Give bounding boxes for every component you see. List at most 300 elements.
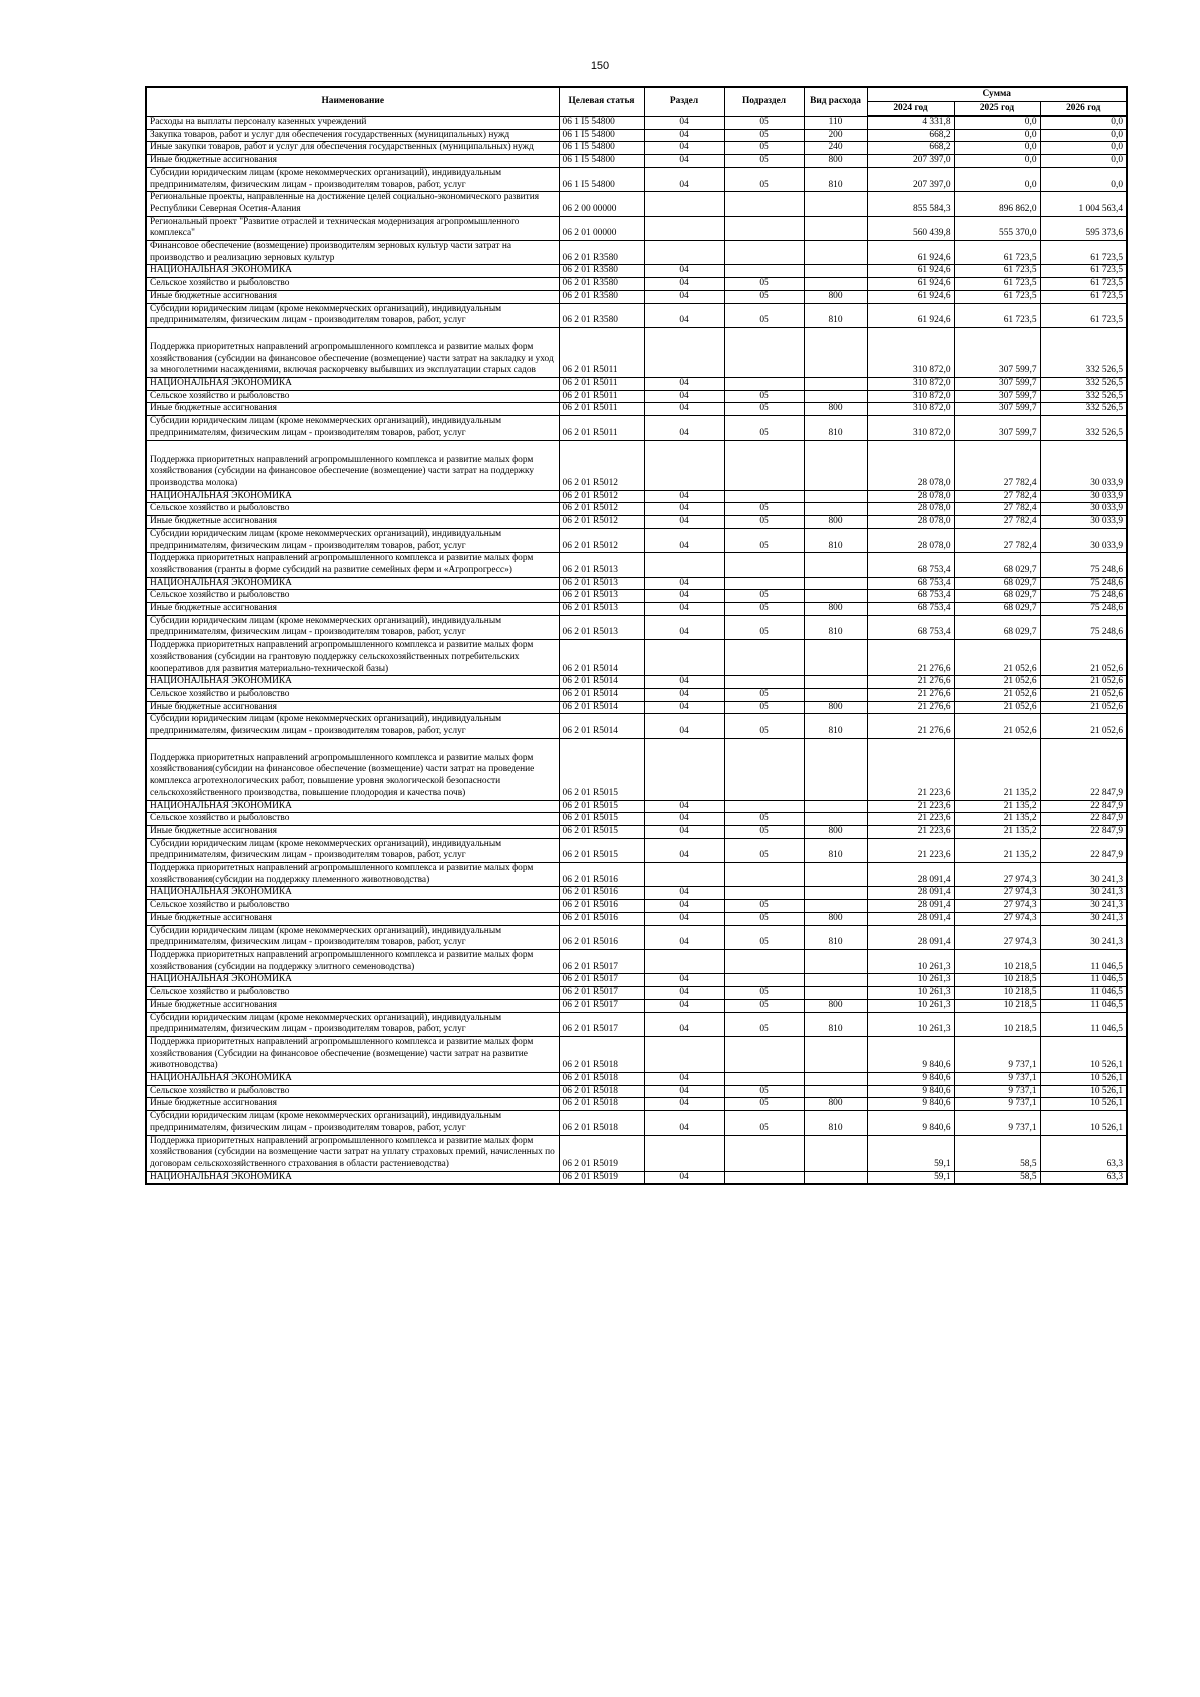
row-section: 04 [644, 390, 724, 403]
row-sum-2026: 0,0 [1040, 142, 1127, 155]
row-name: Поддержка приоритетных направлений агропромышленного комплекса и развитие малых форм хозяйствования(субсидии на финансовое обеспечение (возмещение) части затрат на проведение комплекса агротехнологических работ, повышение уровня экологической безопасности сельскохозяйственного производства, повышение плодородия и качества почв) [146, 738, 559, 800]
row-name: Поддержка приоритетных направлений агропромышленного комплекса и развитие малых форм хозяйствования(субсидии на поддержку племенного животноводства) [146, 863, 559, 887]
row-sum-2025: 307 599,7 [954, 378, 1040, 391]
table-row [146, 738, 1127, 800]
row-sum-2024: 61 924,6 [867, 241, 954, 265]
table-row [146, 925, 1127, 949]
row-sum-2025: 10 218,5 [954, 974, 1040, 987]
row-sum-2025: 27 782,4 [954, 440, 1040, 490]
row-subsection: 05 [724, 615, 804, 639]
row-subsection [724, 1036, 804, 1072]
row-expense-type: 800 [804, 155, 867, 168]
row-section: 04 [644, 987, 724, 1000]
table-row [146, 1085, 1127, 1098]
row-sum-2024: 28 091,4 [867, 887, 954, 900]
row-sum-2026: 11 046,5 [1040, 987, 1127, 1000]
row-sum-2024: 21 223,6 [867, 800, 954, 813]
row-sum-2026: 30 241,3 [1040, 887, 1127, 900]
row-target-article: 06 2 01 R5017 [559, 999, 644, 1012]
row-section: 04 [644, 590, 724, 603]
row-target-article: 06 2 01 R3580 [559, 278, 644, 291]
table-row [146, 950, 1127, 974]
row-section [644, 327, 724, 377]
table-row [146, 974, 1127, 987]
row-sum-2024: 10 261,3 [867, 1012, 954, 1036]
row-sum-2025: 0,0 [954, 129, 1040, 142]
row-sum-2025: 21 052,6 [954, 640, 1040, 676]
row-expense-type [804, 1036, 867, 1072]
row-target-article: 06 2 01 R5013 [559, 590, 644, 603]
row-sum-2025: 61 723,5 [954, 290, 1040, 303]
row-sum-2026: 21 052,6 [1040, 688, 1127, 701]
row-sum-2024: 68 753,4 [867, 553, 954, 577]
row-section [644, 1036, 724, 1072]
row-subsection: 05 [724, 129, 804, 142]
row-section [644, 1135, 724, 1171]
row-sum-2026: 30 033,9 [1040, 516, 1127, 529]
row-name: Субсидии юридическим лицам (кроме некоммерческих организаций), индивидуальным предпринимателям, физическим лицам - производителям товаров, работ, услуг [146, 838, 559, 862]
row-target-article: 06 2 01 R5014 [559, 701, 644, 714]
row-sum-2025: 896 862,0 [954, 192, 1040, 216]
row-expense-type [804, 490, 867, 503]
row-expense-type [804, 192, 867, 216]
table-row [146, 701, 1127, 714]
row-sum-2025: 68 029,7 [954, 553, 1040, 577]
row-sum-2025: 27 782,4 [954, 528, 1040, 552]
row-name: Поддержка приоритетных направлений агропромышленного комплекса и развитие малых форм хозяйствования (субсидии на финансовое обеспечение (возмещение) части затрат на закладку и уход за многолетними насаждениями, включая раскорчевку выбывших из эксплуатации старых садов [146, 327, 559, 377]
header-sum: Сумма [867, 87, 1127, 102]
row-target-article: 06 2 01 R5017 [559, 987, 644, 1000]
row-subsection [724, 378, 804, 391]
row-expense-type: 810 [804, 1012, 867, 1036]
row-target-article: 06 2 01 R5018 [559, 1036, 644, 1072]
row-expense-type [804, 278, 867, 291]
row-section: 04 [644, 516, 724, 529]
row-sum-2026: 21 052,6 [1040, 701, 1127, 714]
row-name: НАЦИОНАЛЬНАЯ ЭКОНОМИКА [146, 800, 559, 813]
row-sum-2026: 61 723,5 [1040, 290, 1127, 303]
row-subsection: 05 [724, 278, 804, 291]
row-section: 04 [644, 403, 724, 416]
row-sum-2025: 307 599,7 [954, 416, 1040, 440]
row-sum-2025: 27 782,4 [954, 490, 1040, 503]
row-expense-type: 800 [804, 825, 867, 838]
row-target-article: 06 2 01 R5019 [559, 1171, 644, 1184]
row-subsection: 05 [724, 590, 804, 603]
row-section: 04 [644, 278, 724, 291]
row-section: 04 [644, 490, 724, 503]
row-target-article: 06 2 01 R3580 [559, 241, 644, 265]
header-expense-type: Вид расхода [804, 87, 867, 116]
row-expense-type [804, 1085, 867, 1098]
row-subsection: 05 [724, 528, 804, 552]
row-name: Иные бюджетные ассигнования [146, 825, 559, 838]
row-name: Иные бюджетные ассигнования [146, 403, 559, 416]
table-row [146, 1135, 1127, 1171]
row-sum-2026: 10 526,1 [1040, 1111, 1127, 1135]
row-subsection: 05 [724, 912, 804, 925]
row-sum-2024: 61 924,6 [867, 265, 954, 278]
row-sum-2026: 30 241,3 [1040, 900, 1127, 913]
row-expense-type: 800 [804, 912, 867, 925]
row-sum-2024: 310 872,0 [867, 403, 954, 416]
row-expense-type [804, 265, 867, 278]
row-subsection: 05 [724, 1098, 804, 1111]
row-name: Финансовое обеспечение (возмещение) производителям зерновых культур части затрат на производство и реализацию зерновых культур [146, 241, 559, 265]
row-section: 04 [644, 701, 724, 714]
row-target-article: 06 2 01 R3580 [559, 303, 644, 327]
table-row [146, 241, 1127, 265]
row-sum-2024: 21 223,6 [867, 813, 954, 826]
row-target-article: 06 2 01 R5014 [559, 714, 644, 738]
header-subsection: Подраздел [724, 87, 804, 116]
row-subsection [724, 553, 804, 577]
row-subsection: 05 [724, 900, 804, 913]
row-sum-2024: 207 397,0 [867, 155, 954, 168]
row-target-article: 06 2 01 R3580 [559, 265, 644, 278]
row-subsection: 05 [724, 825, 804, 838]
row-sum-2025: 27 782,4 [954, 516, 1040, 529]
row-target-article: 06 2 01 R5016 [559, 900, 644, 913]
row-sum-2026: 21 052,6 [1040, 676, 1127, 689]
row-target-article: 06 2 01 R5011 [559, 390, 644, 403]
row-section: 04 [644, 900, 724, 913]
row-name: Поддержка приоритетных направлений агропромышленного комплекса и развитие малых форм хозяйствования (субсидии на поддержку элитного семеноводства) [146, 950, 559, 974]
row-section: 04 [644, 825, 724, 838]
row-section: 04 [644, 714, 724, 738]
row-subsection [724, 490, 804, 503]
row-sum-2025: 10 218,5 [954, 1012, 1040, 1036]
table-row [146, 142, 1127, 155]
row-subsection: 05 [724, 999, 804, 1012]
row-target-article: 06 2 01 R5012 [559, 490, 644, 503]
table-row [146, 688, 1127, 701]
row-expense-type: 200 [804, 129, 867, 142]
row-section: 04 [644, 925, 724, 949]
row-expense-type: 800 [804, 403, 867, 416]
row-subsection [724, 327, 804, 377]
row-expense-type [804, 1135, 867, 1171]
row-sum-2026: 0,0 [1040, 116, 1127, 129]
row-sum-2024: 560 439,8 [867, 216, 954, 240]
row-expense-type [804, 390, 867, 403]
row-subsection: 05 [724, 303, 804, 327]
row-sum-2026: 1 004 563,4 [1040, 192, 1127, 216]
row-name: НАЦИОНАЛЬНАЯ ЭКОНОМИКА [146, 887, 559, 900]
row-section: 04 [644, 577, 724, 590]
row-name: Сельское хозяйство и рыболовство [146, 503, 559, 516]
row-section [644, 216, 724, 240]
row-expense-type: 810 [804, 838, 867, 862]
table-row [146, 863, 1127, 887]
row-sum-2026: 10 526,1 [1040, 1036, 1127, 1072]
row-subsection [724, 863, 804, 887]
row-section: 04 [644, 676, 724, 689]
row-sum-2025: 58,5 [954, 1135, 1040, 1171]
row-expense-type: 810 [804, 925, 867, 949]
row-subsection: 05 [724, 142, 804, 155]
row-sum-2024: 68 753,4 [867, 590, 954, 603]
row-target-article: 06 2 01 R5019 [559, 1135, 644, 1171]
row-sum-2026: 22 847,9 [1040, 825, 1127, 838]
budget-table [145, 86, 1128, 1185]
row-name: Иные бюджетные ассигнования [146, 1098, 559, 1111]
row-sum-2025: 21 135,2 [954, 738, 1040, 800]
row-target-article: 06 2 01 R5012 [559, 528, 644, 552]
table-row [146, 403, 1127, 416]
row-subsection: 05 [724, 1085, 804, 1098]
table-row [146, 800, 1127, 813]
header-section: Раздел [644, 87, 724, 116]
row-sum-2026: 61 723,5 [1040, 278, 1127, 291]
row-expense-type [804, 800, 867, 813]
row-section: 04 [644, 155, 724, 168]
row-target-article: 06 2 01 R5013 [559, 615, 644, 639]
row-section: 04 [644, 167, 724, 191]
row-name: Закупка товаров, работ и услуг для обеспечения государственных (муниципальных) нужд [146, 129, 559, 142]
row-name: Субсидии юридическим лицам (кроме некоммерческих организаций), индивидуальным предпринимателям, физическим лицам - производителям товаров, работ, услуг [146, 1012, 559, 1036]
row-name: НАЦИОНАЛЬНАЯ ЭКОНОМИКА [146, 1171, 559, 1184]
row-sum-2026: 75 248,6 [1040, 577, 1127, 590]
table-row [146, 838, 1127, 862]
row-name: Субсидии юридическим лицам (кроме некоммерческих организаций), индивидуальным предпринимателям, физическим лицам - производителям товаров, работ, услуг [146, 167, 559, 191]
row-sum-2026: 10 526,1 [1040, 1073, 1127, 1086]
table-row [146, 390, 1127, 403]
row-name: Сельское хозяйство и рыболовство [146, 813, 559, 826]
row-target-article: 06 2 01 R5014 [559, 688, 644, 701]
row-sum-2024: 9 840,6 [867, 1098, 954, 1111]
row-target-article: 06 2 01 00000 [559, 216, 644, 240]
row-target-article: 06 2 01 R5018 [559, 1073, 644, 1086]
row-name: Иные бюджетные ассигнованя [146, 912, 559, 925]
row-expense-type: 810 [804, 1111, 867, 1135]
row-sum-2026: 63,3 [1040, 1171, 1127, 1184]
row-section [644, 738, 724, 800]
row-name: Поддержка приоритетных направлений агропромышленного комплекса и развитие малых форм хозяйствования (субсидии на возмещение части затрат на уплату страховых премий, начисленных по договорам сельскохозяйственного страхования в области растениеводства) [146, 1135, 559, 1171]
row-expense-type [804, 974, 867, 987]
page-number: 150 [590, 60, 610, 72]
row-name: Субсидии юридическим лицам (кроме некоммерческих организаций), индивидуальным предпринимателям, физическим лицам - производителям товаров, работ, услуг [146, 303, 559, 327]
row-sum-2026: 11 046,5 [1040, 974, 1127, 987]
row-target-article: 06 2 01 R5012 [559, 440, 644, 490]
row-sum-2024: 21 276,6 [867, 701, 954, 714]
row-sum-2024: 28 091,4 [867, 900, 954, 913]
row-subsection: 05 [724, 987, 804, 1000]
table-row [146, 528, 1127, 552]
table-body [146, 116, 1127, 1184]
row-expense-type [804, 863, 867, 887]
row-expense-type: 810 [804, 528, 867, 552]
row-sum-2025: 27 974,3 [954, 912, 1040, 925]
row-sum-2024: 61 924,6 [867, 303, 954, 327]
row-expense-type [804, 688, 867, 701]
row-name: НАЦИОНАЛЬНАЯ ЭКОНОМИКА [146, 676, 559, 689]
row-section [644, 553, 724, 577]
row-subsection [724, 1135, 804, 1171]
row-name: Субсидии юридическим лицам (кроме некоммерческих организаций), индивидуальным предпринимателям, физическим лицам - производителям товаров, работ, услуг [146, 615, 559, 639]
table-row [146, 553, 1127, 577]
row-sum-2024: 9 840,6 [867, 1036, 954, 1072]
row-section: 04 [644, 603, 724, 616]
row-sum-2024: 855 584,3 [867, 192, 954, 216]
row-expense-type: 800 [804, 701, 867, 714]
row-sum-2024: 21 276,6 [867, 676, 954, 689]
row-name: Сельское хозяйство и рыболовство [146, 987, 559, 1000]
row-section: 04 [644, 503, 724, 516]
row-sum-2025: 21 135,2 [954, 825, 1040, 838]
row-sum-2026: 332 526,5 [1040, 403, 1127, 416]
row-section [644, 640, 724, 676]
table-row [146, 900, 1127, 913]
row-target-article: 06 1 I5 54800 [559, 167, 644, 191]
row-sum-2025: 68 029,7 [954, 590, 1040, 603]
row-sum-2025: 0,0 [954, 155, 1040, 168]
row-name: Расходы на выплаты персоналу казенных учреждений [146, 116, 559, 129]
row-section: 04 [644, 688, 724, 701]
row-section: 04 [644, 1171, 724, 1184]
row-target-article: 06 2 01 R5013 [559, 603, 644, 616]
row-sum-2024: 4 331,8 [867, 116, 954, 129]
row-subsection: 05 [724, 290, 804, 303]
row-sum-2026: 0,0 [1040, 155, 1127, 168]
row-expense-type [804, 676, 867, 689]
row-section: 04 [644, 378, 724, 391]
row-sum-2024: 59,1 [867, 1171, 954, 1184]
row-sum-2024: 28 091,4 [867, 925, 954, 949]
row-subsection: 05 [724, 603, 804, 616]
row-target-article: 06 2 01 R5014 [559, 640, 644, 676]
table-row [146, 440, 1127, 490]
row-sum-2026: 21 052,6 [1040, 714, 1127, 738]
row-target-article: 06 2 01 R5018 [559, 1111, 644, 1135]
row-expense-type [804, 553, 867, 577]
row-target-article: 06 2 01 R5016 [559, 887, 644, 900]
row-name: Субсидии юридическим лицам (кроме некоммерческих организаций), индивидуальным предпринимателям, физическим лицам - производителям товаров, работ, услуг [146, 714, 559, 738]
row-section: 04 [644, 1085, 724, 1098]
row-target-article: 06 2 01 R5011 [559, 403, 644, 416]
row-section: 04 [644, 813, 724, 826]
row-name: Иные бюджетные ассигнования [146, 603, 559, 616]
row-target-article: 06 2 01 R5013 [559, 577, 644, 590]
row-target-article: 06 2 01 R5015 [559, 838, 644, 862]
table-row [146, 303, 1127, 327]
row-target-article: 06 2 01 R5017 [559, 950, 644, 974]
row-section [644, 950, 724, 974]
row-sum-2025: 307 599,7 [954, 403, 1040, 416]
row-sum-2024: 28 078,0 [867, 440, 954, 490]
table-row [146, 813, 1127, 826]
row-sum-2026: 61 723,5 [1040, 303, 1127, 327]
row-name: Поддержка приоритетных направлений агропромышленного комплекса и развитие малых форм хозяйствования (субсидии на финансовое обеспечение (возмещение) части затрат на поддержку производства молока) [146, 440, 559, 490]
row-expense-type [804, 950, 867, 974]
row-sum-2024: 68 753,4 [867, 615, 954, 639]
row-sum-2025: 27 782,4 [954, 503, 1040, 516]
row-sum-2026: 0,0 [1040, 167, 1127, 191]
row-subsection [724, 265, 804, 278]
row-sum-2025: 61 723,5 [954, 278, 1040, 291]
row-subsection [724, 440, 804, 490]
row-target-article: 06 2 01 R5011 [559, 378, 644, 391]
row-sum-2024: 10 261,3 [867, 999, 954, 1012]
table-row [146, 265, 1127, 278]
row-name: НАЦИОНАЛЬНАЯ ЭКОНОМИКА [146, 378, 559, 391]
row-section: 04 [644, 974, 724, 987]
row-expense-type [804, 640, 867, 676]
row-sum-2025: 27 974,3 [954, 925, 1040, 949]
row-expense-type: 800 [804, 516, 867, 529]
table-row [146, 615, 1127, 639]
row-sum-2026: 30 033,9 [1040, 528, 1127, 552]
row-sum-2024: 28 078,0 [867, 503, 954, 516]
row-sum-2024: 28 091,4 [867, 912, 954, 925]
row-section: 04 [644, 912, 724, 925]
row-sum-2024: 21 223,6 [867, 738, 954, 800]
row-sum-2025: 21 052,6 [954, 676, 1040, 689]
row-name: Субсидии юридическим лицам (кроме некоммерческих организаций), индивидуальным предпринимателям, физическим лицам - производителям товаров, работ, услуг [146, 1111, 559, 1135]
row-name: Иные бюджетные ассигнования [146, 701, 559, 714]
row-target-article: 06 2 01 R5015 [559, 738, 644, 800]
row-expense-type [804, 887, 867, 900]
row-sum-2026: 30 241,3 [1040, 863, 1127, 887]
row-name: Субсидии юридическим лицам (кроме некоммерческих организаций), индивидуальным предпринимателям, физическим лицам - производителям товаров, работ, услуг [146, 528, 559, 552]
table-row [146, 714, 1127, 738]
header-name: Наименование [146, 87, 559, 116]
row-sum-2024: 10 261,3 [867, 950, 954, 974]
row-sum-2025: 27 974,3 [954, 887, 1040, 900]
row-sum-2026: 11 046,5 [1040, 950, 1127, 974]
row-name: Сельское хозяйство и рыболовство [146, 278, 559, 291]
row-section: 04 [644, 265, 724, 278]
row-sum-2025: 21 052,6 [954, 714, 1040, 738]
row-expense-type [804, 241, 867, 265]
row-sum-2024: 310 872,0 [867, 390, 954, 403]
row-sum-2024: 68 753,4 [867, 603, 954, 616]
row-subsection: 05 [724, 155, 804, 168]
table-row [146, 129, 1127, 142]
row-sum-2025: 21 052,6 [954, 701, 1040, 714]
row-target-article: 06 1 I5 54800 [559, 129, 644, 142]
row-section [644, 440, 724, 490]
row-expense-type [804, 378, 867, 391]
row-subsection [724, 1073, 804, 1086]
row-expense-type: 810 [804, 615, 867, 639]
row-target-article: 06 2 01 R5015 [559, 813, 644, 826]
row-sum-2024: 21 276,6 [867, 714, 954, 738]
row-subsection: 05 [724, 1012, 804, 1036]
row-expense-type [804, 590, 867, 603]
table-row [146, 577, 1127, 590]
row-expense-type [804, 813, 867, 826]
row-sum-2025: 0,0 [954, 167, 1040, 191]
row-sum-2024: 28 091,4 [867, 863, 954, 887]
row-section [644, 241, 724, 265]
row-sum-2025: 0,0 [954, 142, 1040, 155]
row-expense-type: 240 [804, 142, 867, 155]
row-section: 04 [644, 1073, 724, 1086]
row-expense-type [804, 1171, 867, 1184]
table-row [146, 1171, 1127, 1184]
row-subsection: 05 [724, 925, 804, 949]
row-sum-2026: 11 046,5 [1040, 999, 1127, 1012]
row-sum-2026: 63,3 [1040, 1135, 1127, 1171]
row-subsection: 05 [724, 714, 804, 738]
row-section: 04 [644, 528, 724, 552]
row-sum-2025: 61 723,5 [954, 303, 1040, 327]
row-name: Сельское хозяйство и рыболовство [146, 900, 559, 913]
row-sum-2024: 61 924,6 [867, 278, 954, 291]
row-sum-2024: 668,2 [867, 129, 954, 142]
row-sum-2026: 30 033,9 [1040, 440, 1127, 490]
